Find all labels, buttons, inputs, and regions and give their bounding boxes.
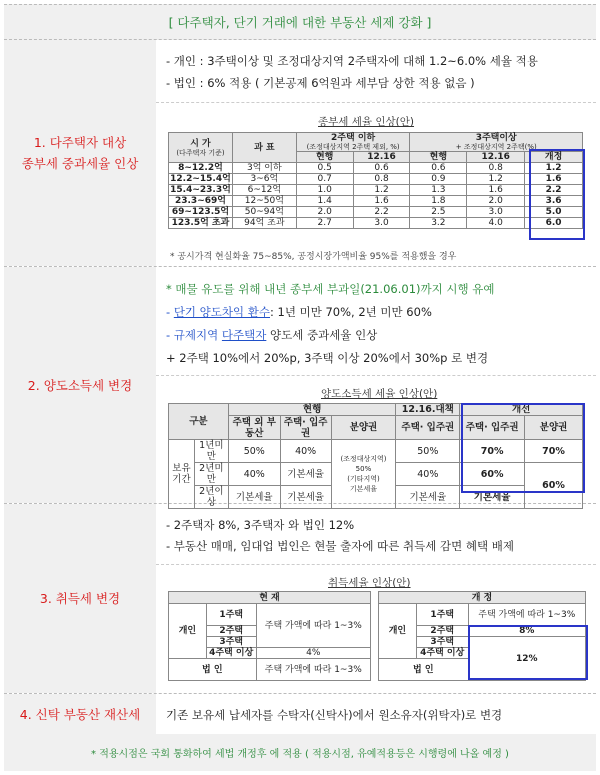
table-row <box>169 185 583 196</box>
divider <box>156 102 596 103</box>
property-tax-table <box>168 132 583 229</box>
sub-header-presale: 분양권 <box>525 416 583 440</box>
table-row <box>169 163 583 174</box>
bullet-rate-change: + 2주택 10%에서 20%p, 3주택 이상 20%에서 30%p 로 변경 <box>166 351 489 365</box>
page-title: [ 다주택자, 단기 거래에 대한 부동산 세제 강화 ] <box>4 4 596 40</box>
rate-cell: 1.2 <box>467 174 525 185</box>
row-label-corp: 법 인 <box>379 659 469 681</box>
price-cell: 23.3~69억 <box>169 196 233 207</box>
bracket-cell: 12~50억 <box>232 196 296 207</box>
rate-cell: 1.6 <box>525 174 583 185</box>
bracket-cell: 3~6억 <box>232 174 296 185</box>
col-header-revised: 개선 <box>460 404 583 416</box>
section-3 <box>4 504 596 694</box>
rate-cell: 2.2 <box>525 185 583 196</box>
rate-cell: 0.8 <box>353 174 410 185</box>
row-label-individual: 개인 <box>169 604 207 659</box>
footer-note: * 적용시점은 국회 통화하여 세법 개정후 에 적용 ( 적용시점, 유예적용등은 시행령에 나올 예정 ) <box>4 734 596 771</box>
col-header-revised: 개 정 <box>379 592 586 604</box>
section-4-content <box>156 694 596 734</box>
section-3-label: 3. 취득세 변경 <box>4 504 156 693</box>
divider <box>156 375 596 376</box>
capital-gains-table <box>168 403 583 509</box>
sub-header-house: 주택· 입주권 <box>280 416 331 440</box>
row-label-corp: 법 인 <box>169 659 257 681</box>
col-header-bracket: 과 표 <box>232 133 296 163</box>
bullet-acq-exemption: - 부동산 매매, 임대업 법인은 현물 출자에 따른 취득세 감면 혜택 배제 <box>166 539 514 553</box>
rate-cell: 1.2 <box>353 185 410 196</box>
cell: 주택 가액에 따라 1~3% <box>256 659 370 681</box>
table-note: * 공시가격 현실화율 75~85%, 공정시장가액비율 95%를 적용했을 경우 <box>170 252 457 262</box>
cell: 기본세율 <box>228 486 280 509</box>
sub-header-house: 주택· 입주권 <box>460 416 525 440</box>
rate-cell: 3.6 <box>525 196 583 207</box>
row-label-2house: 2주택 <box>416 626 468 637</box>
table-title: 취득세율 인상(안) <box>328 577 411 589</box>
rate-cell: 0.6 <box>353 163 410 174</box>
section-4 <box>4 694 596 734</box>
col-header-2house: 2주택 이하 (조정대상지역 2주택 제외, %) <box>296 133 410 152</box>
row-label-3house: 3주택 <box>206 637 256 648</box>
bracket-cell: 50~94억 <box>232 207 296 218</box>
rate-cell: 2.2 <box>353 207 410 218</box>
rate-cell: 3.2 <box>410 218 467 229</box>
row-label-3house: 3주택 <box>416 637 468 648</box>
rate-cell: 1.2 <box>525 163 583 174</box>
rate-cell: 3.0 <box>467 207 525 218</box>
table-title: 종부세 세율 인상(안) <box>318 116 415 128</box>
table-row <box>169 196 583 207</box>
cell: 60% <box>460 463 525 486</box>
rate-cell: 3.0 <box>353 218 410 229</box>
bullet-corporation: - 법인 : 6% 적용 ( 기본공제 6억원과 세부담 상한 적용 없음 ) <box>166 76 475 90</box>
col-header-price: 시 가 (다주택자 기준) <box>169 133 233 163</box>
price-cell: 123.5억 초과 <box>169 218 233 229</box>
price-cell: 8~12.2억 <box>169 163 233 174</box>
bracket-cell: 3억 이하 <box>232 163 296 174</box>
cell: 주택 가액에 따라 1~3% <box>256 604 370 648</box>
cell: 50% <box>228 440 280 463</box>
sub-header-revised: 개정 <box>525 152 583 163</box>
section-2 <box>4 267 596 508</box>
price-cell: 69~123.5억 <box>169 207 233 218</box>
presale-current-cell: (조정대상지역) 50% (기타지역) 기본세율 <box>331 440 396 509</box>
col-header-1216: 12.16.대책 <box>396 404 460 416</box>
sub-header-presale: 분양권 <box>331 416 396 440</box>
rate-cell: 1.0 <box>296 185 353 196</box>
sub-header-house: 주택· 입주권 <box>396 416 460 440</box>
period-cell: 1년미만 <box>194 440 228 463</box>
rate-cell: 2.7 <box>296 218 353 229</box>
row-label-2house: 2주택 <box>206 626 256 637</box>
sub-header-current: 현행 <box>296 152 353 163</box>
table-title: 양도소득세 세율 인상(안) <box>321 388 438 400</box>
section-2-label: 2. 양도소득세 변경 <box>4 267 156 503</box>
cell: 기본세율 <box>460 486 525 509</box>
bullet-individual: - 개인 : 3주택이상 및 조정대상지역 2주택자에 대해 1.2~6.0% 세율 적용 <box>166 54 538 68</box>
cell: 12% <box>468 637 585 681</box>
cell: 70% <box>525 440 583 463</box>
cell: 70% <box>460 440 525 463</box>
bullet-short-term: - 단기 양도차익 환수: 1년 미만 70%, 2년 미만 60% <box>166 305 432 319</box>
rate-cell: 0.9 <box>410 174 467 185</box>
bullet-acq-rates: - 2주택자 8%, 3주택자 와 법인 12% <box>166 518 355 532</box>
col-header-current: 현행 <box>228 404 396 416</box>
row-label-1house: 1주택 <box>416 604 468 626</box>
section-1-content <box>156 40 596 266</box>
row-label-4house: 4주택 이상 <box>416 648 468 659</box>
cell: 4% <box>256 648 370 659</box>
rate-cell: 0.5 <box>296 163 353 174</box>
acq-tax-table-current <box>168 591 371 681</box>
cell: 주택 가액에 따라 1~3% <box>468 604 585 626</box>
page <box>4 4 596 771</box>
rate-cell: 2.0 <box>296 207 353 218</box>
sub-header-1216: 12.16 <box>467 152 525 163</box>
row-label-individual: 개인 <box>379 604 417 659</box>
rate-cell: 1.3 <box>410 185 467 196</box>
section-3-content <box>156 504 596 693</box>
col-header-current: 현 재 <box>169 592 371 604</box>
cell: 8% <box>468 626 585 637</box>
rate-cell: 1.6 <box>353 196 410 207</box>
rate-cell: 2.0 <box>467 196 525 207</box>
rate-cell: 2.5 <box>410 207 467 218</box>
col-header-3house: 3주택이상 + 조정대상지역 2주택(%) <box>410 133 583 152</box>
price-cell: 15.4~23.3억 <box>170 185 231 195</box>
price-cell: 12.2~15.4억 <box>170 174 231 184</box>
cell: 기본세율 <box>280 463 331 486</box>
rate-cell: 4.0 <box>467 218 525 229</box>
section-4-label: 4. 신탁 부동산 재산세 <box>4 694 156 734</box>
trust-property-text: 기존 보유세 납세자를 수탁자(신탁사)에서 원소유자(위탁자)로 변경 <box>166 708 503 722</box>
cell: 60% <box>525 463 583 509</box>
deferral-note: * 매물 유도를 위해 내년 종부세 부과일(21.06.01)까지 시행 유예 <box>166 282 495 296</box>
row-label-4house: 4주택 이상 <box>206 648 256 659</box>
cell: 기본세율 <box>280 486 331 509</box>
rate-cell: 1.4 <box>296 196 353 207</box>
divider <box>156 564 596 565</box>
rate-cell: 0.6 <box>410 163 467 174</box>
rate-cell: 5.0 <box>525 207 583 218</box>
cell: 40% <box>280 440 331 463</box>
cell: 40% <box>396 463 460 486</box>
col-header-category: 구분 <box>169 404 229 440</box>
bracket-cell: 94억 초과 <box>232 218 296 229</box>
rate-cell: 0.7 <box>296 174 353 185</box>
cell: 기본세율 <box>396 486 460 509</box>
section-1-label: 1. 다주택자 대상 종부세 중과세율 인상 <box>4 40 156 266</box>
table-row <box>169 207 583 218</box>
table-row <box>169 218 583 229</box>
bullet-multi-house: - 규제지역 다주택자 양도세 중과세율 인상 <box>166 328 378 342</box>
period-label: 보유 기간 <box>169 440 195 509</box>
section-1 <box>4 40 596 267</box>
rate-cell: 0.8 <box>467 163 525 174</box>
sub-header-current: 현행 <box>410 152 467 163</box>
acq-tax-table-revised <box>378 591 586 681</box>
period-cell: 2년미만 <box>194 463 228 486</box>
cell: 40% <box>228 463 280 486</box>
sub-header-non-house: 주택 외 부동산 <box>228 416 280 440</box>
period-cell: 2년이상 <box>194 486 228 509</box>
cell: 50% <box>396 440 460 463</box>
sub-header-1216: 12.16 <box>353 152 410 163</box>
section-2-content <box>156 267 596 508</box>
rate-cell: 1.6 <box>467 185 525 196</box>
rate-cell: 6.0 <box>525 218 583 229</box>
rate-cell: 1.8 <box>410 196 467 207</box>
bracket-cell: 6~12억 <box>232 185 296 196</box>
table-row <box>169 174 583 185</box>
row-label-1house: 1주택 <box>206 604 256 626</box>
